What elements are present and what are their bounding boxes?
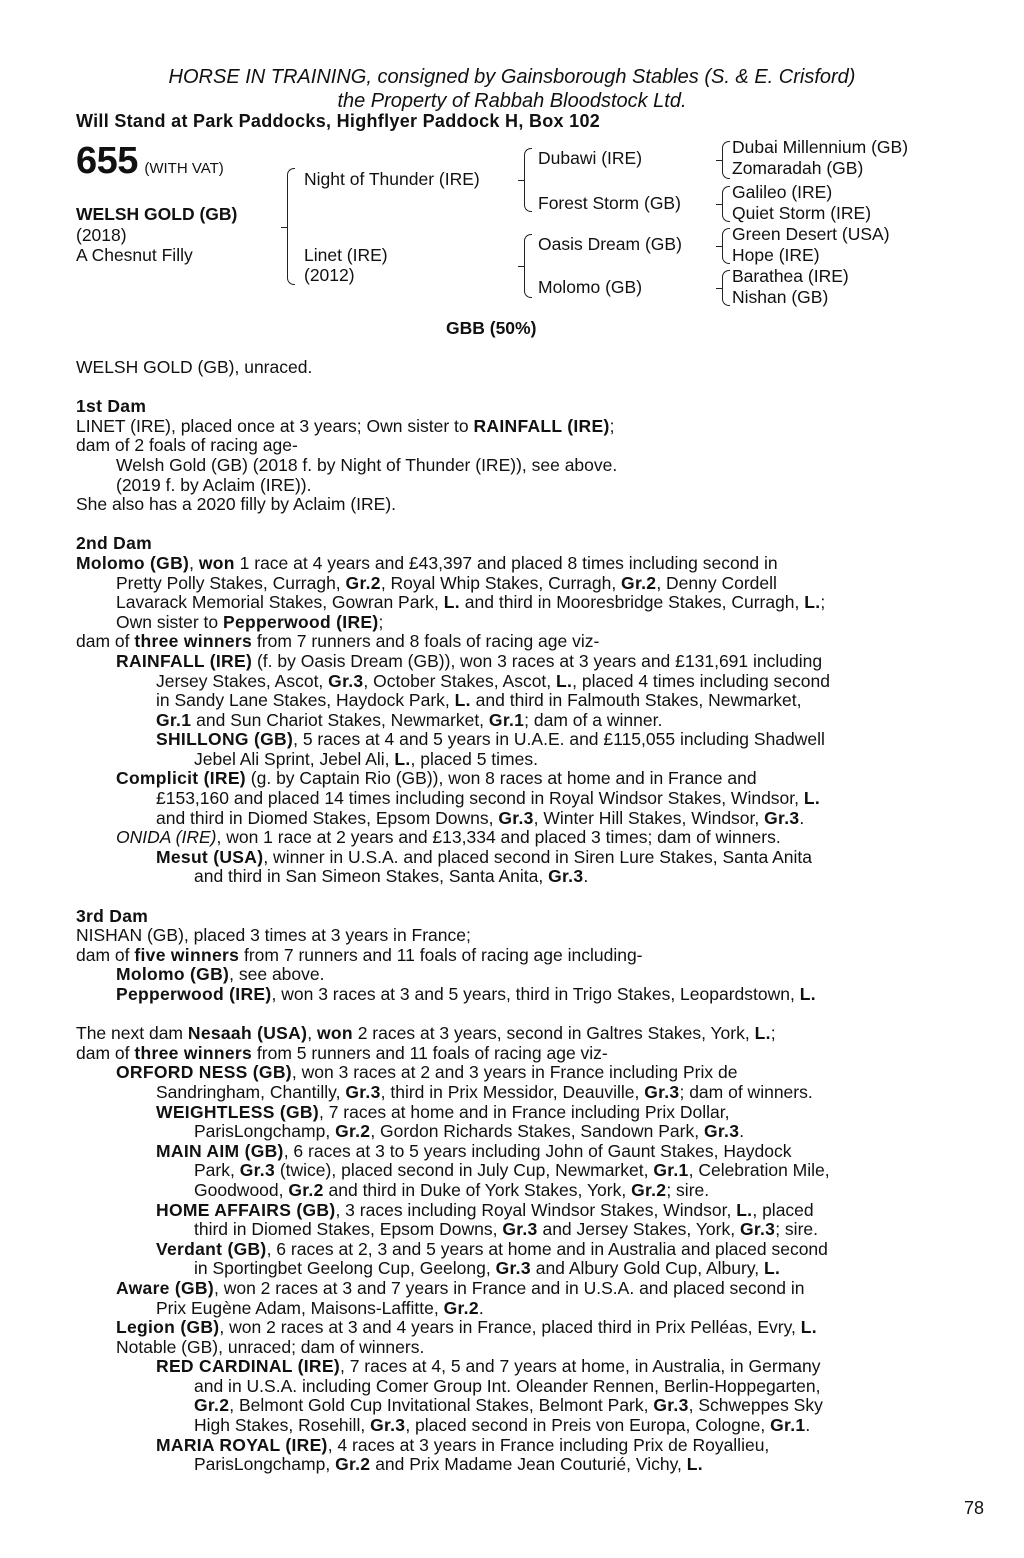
produce-entry: and third in Diomed Stakes, Epsom Downs, Gr.3, Winter Hill Stakes, Windsor, Gr.3.	[156, 807, 805, 828]
produce-entry: RAINFALL (IRE) (f. by Oasis Dream (GB)), won 3 races at 3 years and £131,691 including	[116, 650, 823, 671]
brace-g4	[722, 270, 730, 306]
granddam-2: Quiet Storm (IRE)	[732, 203, 872, 223]
produce-entry: Notable (GB), unraced; dam of winners.	[116, 1336, 425, 1357]
produce-entry: ParisLongchamp, Gr.2, Gordon Richards Stakes, Sandown Park, Gr.3.	[194, 1121, 745, 1142]
sire-dam: Forest Storm (GB)	[538, 193, 681, 213]
produce-entry: Goodwood, Gr.2 and third in Duke of York Stakes, York, Gr.2; sire.	[194, 1179, 710, 1200]
produce-entry: and third in San Simeon Stakes, Santa Anita, Gr.3.	[194, 866, 589, 887]
next-dam-produce-note: dam of three winners from 5 runners and 11 foals of racing age viz-	[76, 1042, 608, 1063]
unraced-note: WELSH GOLD (GB), unraced.	[76, 357, 313, 377]
second-dam-produce-note: dam of three winners from 7 runners and 8 foals of racing age viz-	[76, 631, 600, 652]
third-dam-entry: NISHAN (GB), placed 3 times at 3 years in France;	[76, 925, 471, 946]
produce-entry: in Sportingbet Geelong Cup, Geelong, Gr.3 and Albury Gold Cup, Albury, L.	[194, 1258, 781, 1279]
lot-block	[76, 140, 224, 183]
second-dam-entry: Lavarack Memorial Stakes, Gowran Park, L. and third in Mooresbridge Stakes, Curragh, L.;	[116, 592, 826, 613]
produce-entry: MARIA ROYAL (IRE), 4 races at 3 years in France including Prix de Royallieu,	[156, 1434, 770, 1455]
grandsire-4: Barathea (IRE)	[732, 266, 849, 286]
produce-entry: HOME AFFAIRS (GB), 3 races including Royal Windsor Stakes, Windsor, L., placed	[156, 1199, 814, 1220]
first-dam-heading: 1st Dam	[76, 396, 147, 417]
dam-year: (2012)	[304, 265, 355, 285]
sire: Night of Thunder (IRE)	[304, 169, 480, 189]
produce-entry: Jebel Ali Sprint, Jebel Ali, L., placed 5 times.	[194, 748, 538, 769]
page-number: 78	[963, 1498, 984, 1518]
produce-entry: MAIN AIM (GB), 6 races at 3 to 5 years including John of Gaunt Stakes, Haydock	[156, 1140, 792, 1161]
produce-entry: Mesut (USA), winner in U.S.A. and placed second in Siren Lure Stakes, Santa Anita	[156, 846, 812, 867]
brace-g1	[722, 141, 730, 179]
produce-entry: third in Diomed Stakes, Epsom Downs, Gr.3 and Jersey Stakes, York, Gr.3; sire.	[194, 1219, 818, 1240]
produce-entry: Prix Eugène Adam, Maisons-Laffitte, Gr.2.	[156, 1297, 484, 1318]
produce-entry: Verdant (GB), 6 races at 2, 3 and 5 years at home and in Australia and placed second	[156, 1238, 828, 1259]
first-dam-foals-note: dam of 2 foals of racing age-	[76, 435, 298, 456]
granddam-4: Nishan (GB)	[732, 287, 829, 307]
produce-entry: RED CARDINAL (IRE), 7 races at 4, 5 and 7 years at home, in Australia, in Germany	[156, 1356, 821, 1377]
produce-entry: ORFORD NESS (GB), won 3 races at 2 and 3 years in France including Prix de	[116, 1062, 738, 1083]
foal-entry: Welsh Gold (GB) (2018 f. by Night of Thunder (IRE)), see above.	[116, 454, 618, 475]
third-dam-produce-note: dam of five winners from 7 runners and 11 foals of racing age including-	[76, 944, 643, 965]
dam-brace	[524, 234, 532, 298]
gbb-percentage: GBB (50%)	[446, 318, 537, 338]
second-dam-heading: 2nd Dam	[76, 533, 153, 554]
produce-entry: Pepperwood (IRE), won 3 races at 3 and 5 years, third in Trigo Stakes, Leopardstown, L.	[116, 984, 816, 1004]
dam: Linet (IRE)	[304, 245, 388, 265]
first-dam-note: She also has a 2020 filly by Aclaim (IRE).	[76, 494, 397, 515]
pedigree-notes	[76, 358, 930, 1475]
dam-dam: Molomo (GB)	[538, 277, 643, 297]
next-dam-entry: The next dam Nesaah (USA), won 2 races at 3 years, second in Galtres Stakes, York, L.;	[76, 1023, 776, 1044]
brace-g3	[722, 228, 730, 264]
produce-entry: Gr.1 and Sun Chariot Stakes, Newmarket, Gr.1; dam of a winner.	[156, 709, 663, 730]
sire-brace	[524, 148, 532, 212]
property-line: the Property of Rabbah Bloodstock Ltd.	[337, 90, 687, 112]
produce-entry: SHILLONG (GB), 5 races at 4 and 5 years in U.A.E. and £115,055 including Shadwell	[156, 729, 825, 750]
vat-note: (WITH VAT)	[144, 160, 224, 177]
produce-entry: Gr.2, Belmont Gold Cup Invitational Stakes, Belmont Park, Gr.3, Schweppes Sky	[194, 1395, 823, 1416]
sire-sire: Dubawi (IRE)	[538, 148, 643, 168]
stand-location: Will Stand at Park Paddocks, Highflyer Paddock H, Box 102	[76, 111, 601, 131]
produce-entry: ONIDA (IRE), won 1 race at 2 years and £13,334 and placed 3 times; dam of winners.	[116, 827, 781, 848]
third-dam-heading: 3rd Dam	[76, 905, 149, 926]
consignor-line: HORSE IN TRAINING, consigned by Gainsborough Stables (S. & E. Crisford)	[168, 66, 856, 88]
brace-g2	[722, 186, 730, 222]
horse-name: WELSH GOLD (GB)	[76, 204, 238, 224]
produce-entry: WEIGHTLESS (GB), 7 races at home and in France including Prix Dollar,	[156, 1101, 730, 1122]
horse-description: A Chesnut Filly	[76, 245, 193, 265]
dam-sire: Oasis Dream (GB)	[538, 234, 682, 254]
granddam-1: Zomaradah (GB)	[732, 158, 864, 178]
produce-entry: £153,160 and placed 14 times including second in Royal Windsor Stakes, Windsor, L.	[156, 788, 821, 809]
foal-entry: (2019 f. by Aclaim (IRE)).	[116, 474, 312, 495]
produce-entry: Complicit (IRE) (g. by Captain Rio (GB)), won 8 races at home and in France and	[116, 768, 757, 789]
produce-entry: Jersey Stakes, Ascot, Gr.3, October Stakes, Ascot, L., placed 4 times including second	[156, 670, 830, 691]
lot-number: 655	[76, 140, 138, 182]
produce-entry: Molomo (GB), see above.	[116, 964, 325, 985]
grandsire-1: Dubai Millennium (GB)	[732, 137, 909, 157]
produce-entry: in Sandy Lane Stakes, Haydock Park, L. and third in Falmouth Stakes, Newmarket,	[156, 690, 802, 711]
produce-entry: Sandringham, Chantilly, Gr.3, third in Prix Messidor, Deauville, Gr.3; dam of winners.	[156, 1081, 813, 1102]
produce-entry: ParisLongchamp, Gr.2 and Prix Madame Jean Couturié, Vichy, L.	[194, 1454, 703, 1475]
produce-entry: Park, Gr.3 (twice), placed second in July Cup, Newmarket, Gr.1, Celebration Mile,	[194, 1160, 830, 1181]
produce-entry: Aware (GB), won 2 races at 3 and 7 years in France and in U.S.A. and placed second in	[116, 1277, 805, 1298]
produce-entry: Legion (GB), won 2 races at 3 and 4 years in France, placed third in Prix Pelléas, Evry, L.	[116, 1317, 817, 1338]
horse-year: (2018)	[76, 225, 127, 245]
pedigree-brace	[287, 168, 295, 285]
grandsire-3: Green Desert (USA)	[732, 224, 890, 244]
granddam-3: Hope (IRE)	[732, 245, 820, 265]
first-dam-entry: LINET (IRE), placed once at 3 years; Own sister to RAINFALL (IRE);	[76, 415, 615, 436]
produce-entry: and in U.S.A. including Comer Group Int. Oleander Rennen, Berlin-Hoppegarten,	[194, 1375, 821, 1396]
produce-entry: High Stakes, Rosehill, Gr.3, placed second in Preis von Europa, Cologne, Gr.1.	[194, 1415, 811, 1436]
second-dam-entry: Own sister to Pepperwood (IRE);	[116, 611, 384, 632]
grandsire-2: Galileo (IRE)	[732, 182, 833, 202]
second-dam-entry: Molomo (GB), won 1 race at 4 years and £43,397 and placed 8 times including second in	[76, 552, 778, 573]
second-dam-entry: Pretty Polly Stakes, Curragh, Gr.2, Royal Whip Stakes, Curragh, Gr.2, Denny Cordell	[116, 572, 777, 593]
